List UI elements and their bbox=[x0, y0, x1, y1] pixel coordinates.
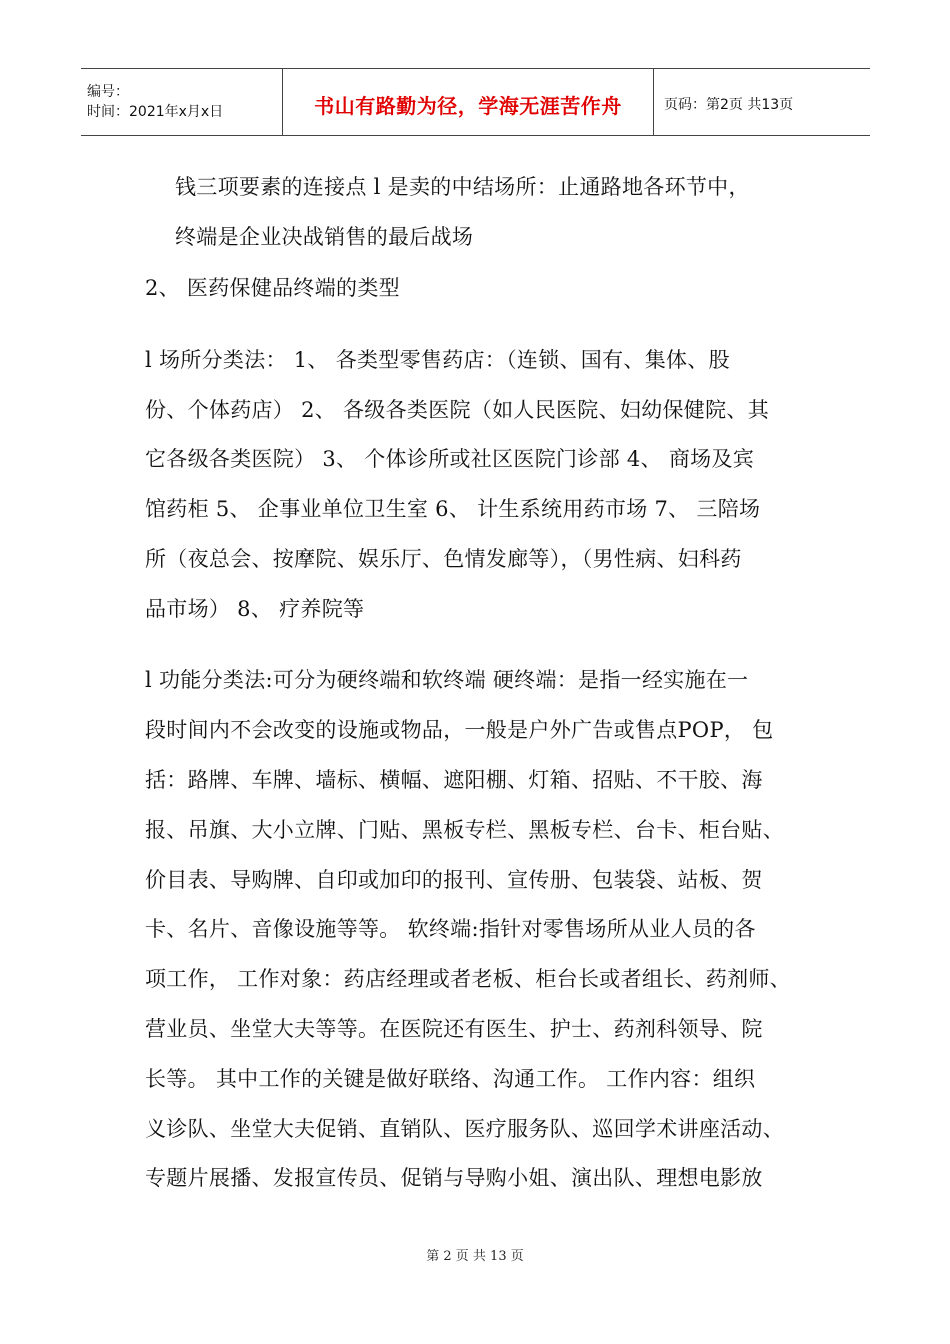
section-heading: 2、 医药保健品终端的类型 bbox=[145, 276, 400, 300]
body-line: 它各级各类医院） 3、 个体诊所或社区医院门诊部 4、 商场及宾 bbox=[145, 447, 755, 471]
header-motto-cell bbox=[283, 69, 654, 135]
body-line: 价目表、导购牌、自印或加印的报刊、宣传册、包装袋、站板、贺 bbox=[145, 868, 763, 892]
body-line: 义诊队、坐堂大夫促销、直销队、医疗服务队、巡回学术讲座活动、 bbox=[145, 1117, 784, 1141]
body-line: 馆药柜 5、 企事业单位卫生室 6、 计生系统用药市场 7、 三陪场 bbox=[145, 497, 761, 521]
page-footer: 第 2 页 共 13 页 bbox=[426, 1249, 524, 1264]
serial-label: 编号： bbox=[87, 84, 129, 100]
date-label: 时间：2021年x月x日 bbox=[87, 104, 224, 120]
body-line: 报、吊旗、大小立牌、门贴、黑板专栏、黑板专栏、台卡、柜台贴、 bbox=[145, 818, 784, 842]
body-line: 项工作， 工作对象：药店经理或者老板、柜台长或者组长、药剂师、 bbox=[145, 967, 791, 991]
header-motto: 书山有路勤为径，学海无涯苦作舟 bbox=[314, 93, 622, 118]
body-line: 段时间内不会改变的设施或物品，一般是户外广告或售点POP， 包 bbox=[145, 718, 774, 742]
body-line: 终端是企业决战销售的最后战场 bbox=[175, 225, 474, 249]
body-line: l 功能分类法:可分为硬终端和软终端 硬终端：是指一经实施在一 bbox=[145, 668, 749, 692]
body-line: 品市场） 8、 疗养院等 bbox=[145, 597, 365, 621]
body-line: l 场所分类法： 1、 各类型零售药店：（连锁、国有、集体、股 bbox=[145, 348, 730, 372]
page-header bbox=[81, 68, 870, 136]
body-line: 所（夜总会、按摩院、娱乐厅、色情发廊等），（男性病、妇科药 bbox=[145, 547, 742, 571]
header-meta bbox=[81, 69, 283, 135]
body-line: 营业员、坐堂大夫等等。在医院还有医生、护士、药剂科领导、院 bbox=[145, 1017, 763, 1041]
body-line: 钱三项要素的连接点 l 是卖的中结场所：止通路地各环节中， bbox=[175, 175, 750, 199]
body-line: 份、个体药店） 2、 各级各类医院（如人民医院、妇幼保健院、其 bbox=[145, 398, 770, 422]
body-line: 长等。 其中工作的关键是做好联络、沟通工作。 工作内容：组织 bbox=[145, 1067, 756, 1091]
body-line: 括：路牌、车牌、墙标、横幅、遮阳棚、灯箱、招贴、不干胶、海 bbox=[145, 768, 763, 792]
header-page-info: 页码：第2页 共13页 bbox=[664, 97, 794, 113]
body-line: 卡、名片、音像设施等等。 软终端:指针对零售场所从业人员的各 bbox=[145, 917, 756, 941]
body-line: 专题片展播、发报宣传员、促销与导购小姐、演出队、理想电影放 bbox=[145, 1166, 763, 1190]
